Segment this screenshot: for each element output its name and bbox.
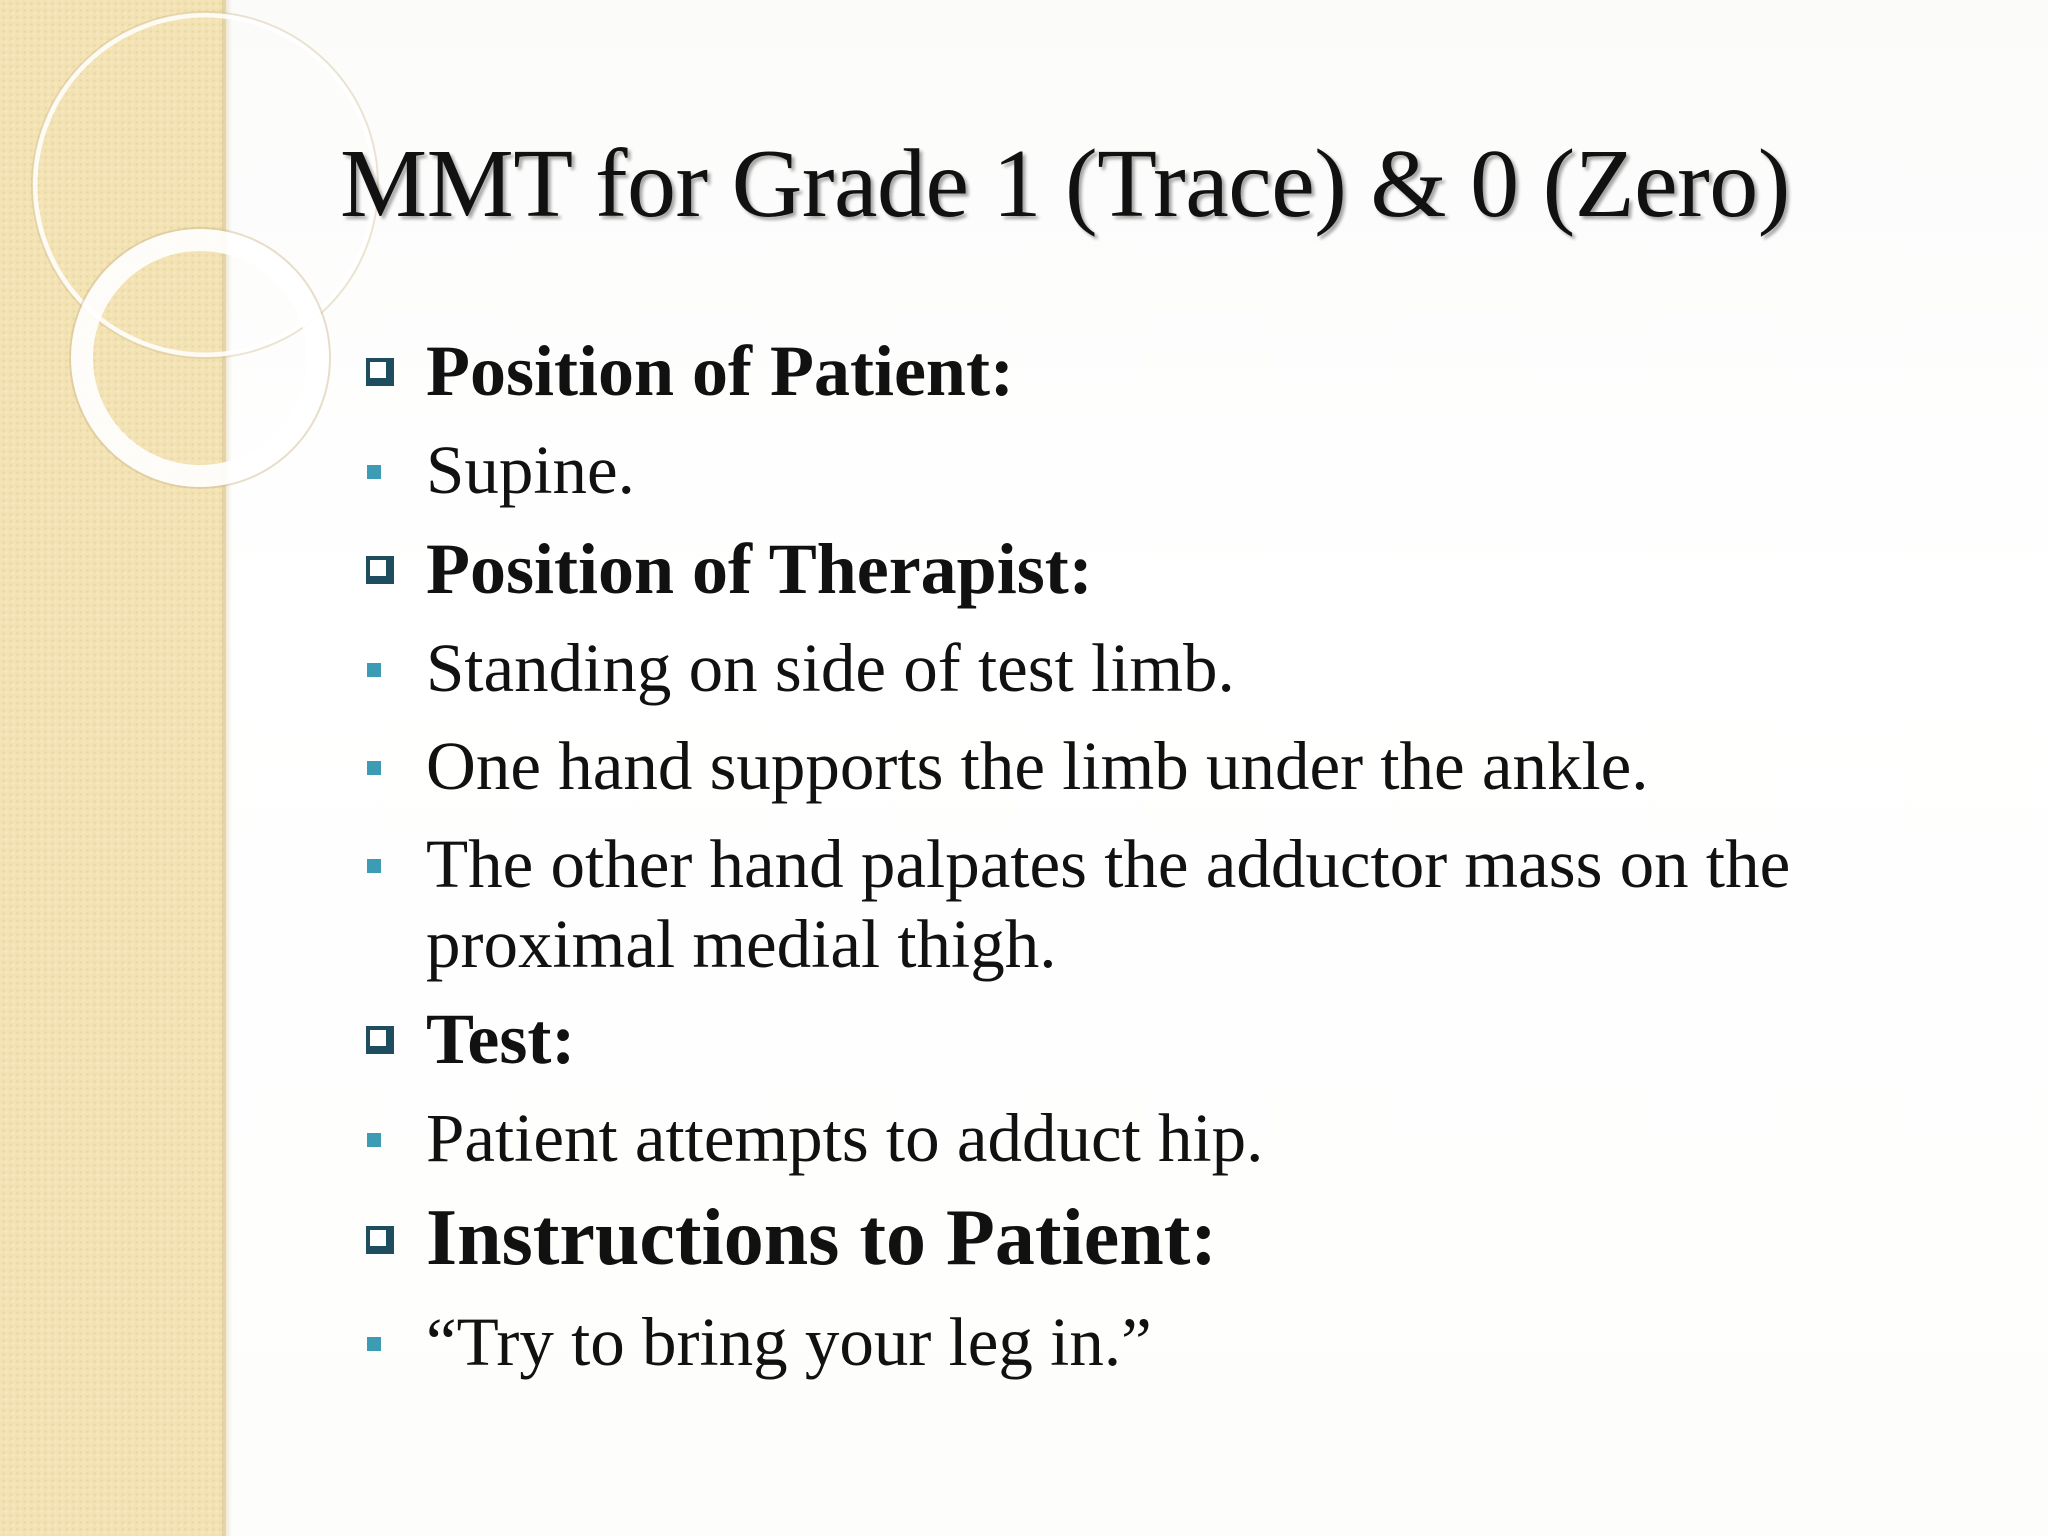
checkbox-bullet-icon (366, 1226, 394, 1254)
heading-text: Instructions to Patient: (426, 1194, 1218, 1282)
section-heading (360, 1192, 2000, 1284)
square-bullet-icon (367, 761, 381, 775)
square-bullet-icon (367, 465, 381, 479)
bullet-item (360, 1098, 2000, 1178)
bullet-text: Supine. (426, 432, 635, 508)
checkbox-bullet-icon (366, 556, 394, 584)
checkbox-bullet-icon (366, 358, 394, 386)
section-heading (360, 998, 2000, 1080)
checkbox-bullet-icon (366, 1026, 394, 1054)
heading-text: Position of Patient: (426, 331, 1014, 411)
slide-content (360, 330, 2000, 1382)
bullet-item (360, 824, 2000, 984)
bullet-text: Standing on side of test limb. (426, 630, 1235, 706)
square-bullet-icon (367, 663, 381, 677)
bullet-item (360, 1302, 2000, 1382)
slide-title: MMT for Grade 1 (Trace) & 0 (Zero) (340, 130, 1790, 238)
square-bullet-icon (367, 1337, 381, 1351)
section-heading (360, 528, 2000, 610)
bullet-item (360, 628, 2000, 708)
decorative-rings (0, 0, 420, 520)
square-bullet-icon (367, 859, 381, 873)
heading-text: Position of Therapist: (426, 529, 1093, 609)
bullet-item (360, 430, 2000, 510)
bullet-text: Patient attempts to adduct hip. (426, 1100, 1264, 1176)
bullet-text: “Try to bring your leg in.” (426, 1304, 1152, 1380)
square-bullet-icon (367, 1133, 381, 1147)
bullet-text: One hand supports the limb under the ankle. (426, 728, 1649, 804)
heading-text: Test: (426, 999, 576, 1079)
bullet-text: The other hand palpates the adductor mass on the proximal medial thigh. (426, 826, 1791, 982)
section-heading (360, 330, 2000, 412)
bullet-item (360, 726, 2000, 806)
